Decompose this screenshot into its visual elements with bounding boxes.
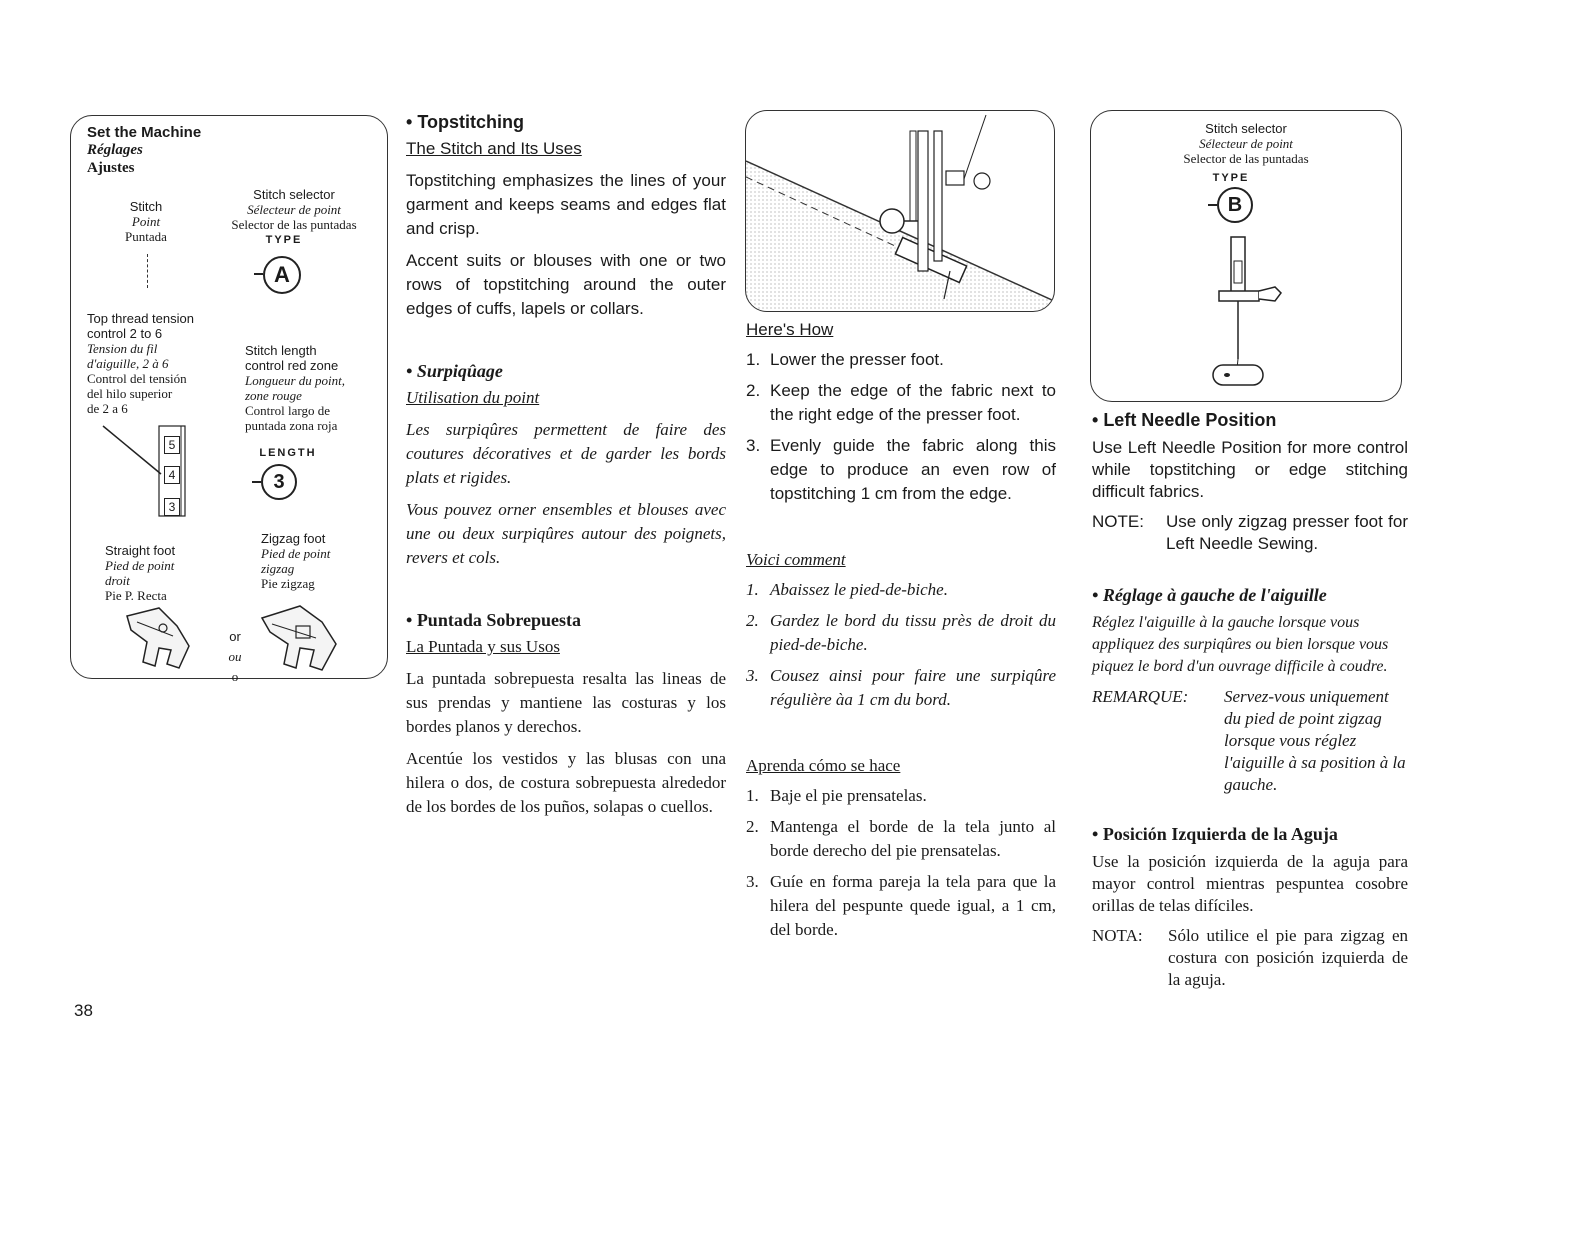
step-text: Baje el pie prensatelas. <box>770 786 927 805</box>
heading-surpiquage: Surpiqûage <box>416 361 503 381</box>
heading-left-needle: Left Needle Position <box>1103 410 1277 430</box>
dial-b-tick <box>1208 204 1217 206</box>
step-text: Cousez ainsi pour faire une surpiqûre régulière àa 1 cm du bord. <box>770 666 1056 709</box>
paragraph-fr-2: Vous pouvez orner ensembles et blouses avec une ou deux surpiqûres autour des poignets, revers et cols. <box>406 500 726 567</box>
stitch-type-dial: A <box>263 256 301 294</box>
bullet: • <box>406 610 417 630</box>
left-needle-text-es: Use la posición izquierda de la aguja para mayor control mientras pespuntea cosobre orillas de telas difíciles. <box>1092 852 1408 915</box>
step-fr-1 <box>746 578 1056 602</box>
selector-b-fr: Sélecteur de point <box>1199 136 1293 151</box>
zigzag-foot-fr-1: Pied de point <box>261 546 331 561</box>
tension-fr-1: Tension du fil <box>87 341 158 356</box>
paragraph-es-2: Acentúe los vestidos y las blusas con una hilera o dos, de costura sobrepuesta alrededor de los bordes de los puños, solapas o cuellos. <box>406 749 726 816</box>
tension-es-2: del hilo superior <box>87 386 173 401</box>
step-text: Keep the edge of the fabric next to the right edge of the presser foot. <box>770 381 1056 424</box>
column-heres-how <box>746 320 1056 949</box>
bullet: • <box>1092 410 1104 430</box>
step-text: Mantenga el borde de la tela junto al borde derecho del pie prensatelas. <box>770 817 1056 860</box>
section-heading-left-needle-es <box>1092 824 1408 845</box>
stitch-selector-es: Selector de las puntadas <box>231 217 357 232</box>
step-es-1 <box>746 784 1056 808</box>
step-fr-3 <box>746 664 1056 712</box>
dial-a-tick <box>254 273 263 275</box>
presser-foot-illustration-box <box>745 110 1055 312</box>
bullet: • <box>406 112 418 132</box>
zigzag-foot-illustration <box>256 604 346 676</box>
or-es: o <box>231 669 239 684</box>
left-needle-text-fr: Réglez l'aiguille à la gauche lorsque vous appliquez des surpiqûres ou bien lorsque vous piquez le bord d'un ouvrage difficile à coudre. <box>1092 614 1389 675</box>
bullet: • <box>1092 824 1103 844</box>
heading-posicion-izquierda: Posición Izquierda de la Aguja <box>1102 824 1338 844</box>
note-text-fr: Servez-vous uniquement du pied de point zigzag lorsque vous réglez l'aiguille à sa position à la gauche. <box>1224 687 1406 794</box>
zigzag-foot-en: Zigzag foot <box>261 531 326 546</box>
presser-foot-illustration <box>746 111 1054 311</box>
paragraph-es-1: La puntada sobrepuesta resalta las lineas de sus prendas y mantiene las costuras y los bordes planos y derechos. <box>406 669 726 736</box>
straight-foot-fr-2: droit <box>105 573 130 588</box>
subheading-stitch-uses: The Stitch and Its Uses <box>406 139 582 158</box>
stitch-type-b-dial: B <box>1217 187 1253 223</box>
step-number: 2. <box>746 381 761 400</box>
step-number: 3. <box>746 436 761 455</box>
stitch-label <box>111 199 181 244</box>
length-fr-2: zone rouge <box>245 388 302 403</box>
step-number: 1. <box>746 580 759 599</box>
tension-en-2: control 2 to 6 <box>87 326 163 341</box>
paragraph-en-1: Topstitching emphasizes the lines of your garment and keeps seams and edges flat and crisp. <box>406 171 726 238</box>
tension-mark-3: 3 <box>164 498 180 516</box>
length-en-2: control red zone <box>245 358 339 373</box>
machine-settings-box <box>70 115 388 684</box>
tension-mark-4: 4 <box>164 466 180 484</box>
or-label <box>223 627 247 687</box>
step-number: 1. <box>746 786 759 805</box>
paragraph-fr-1: Les surpiqûres permettent de faire des coutures décoratives et de garder les bords plats et rigides. <box>406 420 726 487</box>
step-number: 1. <box>746 350 761 369</box>
step-en-2 <box>746 379 1056 427</box>
step-text: Evenly guide the fabric along this edge to produce an even row of topstitching 1 cm from the edge. <box>770 436 1056 503</box>
note-label-fr: REMARQUE: <box>1092 687 1189 706</box>
straight-foot-en: Straight foot <box>105 543 176 558</box>
stitch-selector-fr: Sélecteur de point <box>247 202 341 217</box>
section-heading-en <box>406 112 726 133</box>
steps-en <box>746 348 1056 506</box>
or-en: or <box>229 629 241 644</box>
section-heading-fr <box>406 361 726 382</box>
stitch-label-es: Puntada <box>125 229 167 244</box>
tension-dial-illustration <box>91 416 201 526</box>
bullet: • <box>406 361 417 381</box>
selector-b-label <box>1091 121 1401 166</box>
heading-reglage-gauche: Réglage à gauche de l'aiguille <box>1102 585 1327 605</box>
stitch-selector-b-box <box>1090 110 1402 402</box>
step-en-3 <box>746 434 1056 506</box>
step-number: 3. <box>746 872 759 891</box>
subheading-puntada-usos: La Puntada y sus Usos <box>406 637 560 656</box>
length-label <box>245 343 385 433</box>
straight-foot-fr-1: Pied de point <box>105 558 175 573</box>
note-en <box>1092 511 1408 555</box>
selector-b-es: Selector de las puntadas <box>1183 151 1309 166</box>
subheading-utilisation: Utilisation du point <box>406 388 540 407</box>
page-number: 38 <box>74 1001 93 1020</box>
step-en-1 <box>746 348 1056 372</box>
step-text: Lower the presser foot. <box>770 350 944 369</box>
steps-es <box>746 784 1056 942</box>
tension-label <box>87 311 237 416</box>
heading-aprenda: Aprenda cómo se hace <box>746 756 901 775</box>
settings-title-fr: Réglages <box>87 142 143 158</box>
column-left-needle <box>1092 410 1408 991</box>
stitch-pointer-line <box>147 254 148 288</box>
dial-3-tick <box>252 481 261 483</box>
stitch-selector-label <box>209 187 379 232</box>
stitch-label-fr: Point <box>131 214 161 229</box>
zigzag-foot-fr-2: zigzag <box>261 561 295 576</box>
heading-heres-how: Here's How <box>746 320 834 339</box>
straight-foot-label <box>105 543 225 603</box>
zigzag-foot-label <box>261 531 381 591</box>
length-en-1: Stitch length <box>245 343 317 358</box>
heading-voici-comment: Voici comment <box>746 550 846 569</box>
note-fr <box>1092 686 1408 796</box>
step-text: Gardez le bord du tissu près de droit du pied-de-biche. <box>770 611 1056 654</box>
stitch-label-en: Stitch <box>129 199 163 214</box>
straight-foot-es: Pie P. Recta <box>105 588 167 603</box>
step-es-3 <box>746 870 1056 942</box>
tension-en-1: Top thread tension <box>87 311 194 326</box>
step-number: 3. <box>746 666 759 685</box>
note-label-en: NOTE: <box>1092 512 1144 531</box>
step-number: 2. <box>746 817 759 836</box>
step-text: Abaissez le pied-de-biche. <box>770 580 948 599</box>
tension-mark-5: 5 <box>164 436 180 454</box>
stitch-selector-en: Stitch selector <box>253 187 335 202</box>
left-needle-text-en: Use Left Needle Position for more control while topstitching or edge stitching difficult fabrics. <box>1092 438 1408 501</box>
heading-topstitching: Topstitching <box>417 112 524 132</box>
straight-foot-illustration <box>119 606 199 676</box>
tension-fr-2: d'aiguille, 2 à 6 <box>87 356 169 371</box>
section-heading-left-needle-en <box>1092 410 1408 431</box>
step-es-2 <box>746 815 1056 863</box>
length-fr-1: Longueur du point, <box>245 373 346 388</box>
note-text-es: Sólo utilice el pie para zigzag en costura con posición izquierda de la aguja. <box>1168 926 1408 989</box>
length-tag: LENGTH <box>259 447 317 459</box>
section-heading-es <box>406 610 726 631</box>
note-label-es: NOTA: <box>1092 926 1143 945</box>
stitch-length-dial: 3 <box>261 464 297 500</box>
note-es <box>1092 925 1408 991</box>
paragraph-en-2: Accent suits or blouses with one or two rows of topstitching around the outer edges of cuffs, lapels or collars. <box>406 251 726 318</box>
type-tag: TYPE <box>265 234 303 246</box>
length-es-1: Control largo de <box>245 403 330 418</box>
steps-fr <box>746 578 1056 712</box>
tension-es-3: de 2 a 6 <box>87 401 128 416</box>
settings-title-es: Ajustes <box>87 160 135 176</box>
section-heading-left-needle-fr <box>1092 585 1408 606</box>
or-fr: ou <box>228 649 242 664</box>
settings-title-en: Set the Machine <box>87 124 202 141</box>
zigzag-foot-es: Pie zigzag <box>261 576 315 591</box>
note-text-en: Use only zigzag presser foot for Left Needle Sewing. <box>1166 512 1408 553</box>
bullet: • <box>1092 585 1103 605</box>
left-needle-illustration <box>1201 231 1301 391</box>
selector-b-en: Stitch selector <box>1205 121 1287 136</box>
type-b-tag: TYPE <box>1212 172 1250 184</box>
column-topstitching <box>406 112 726 827</box>
step-text: Guíe en forma pareja la tela para que la hilera del pespunte quede igual, a 1 cm, del borde. <box>770 872 1056 939</box>
step-number: 2. <box>746 611 759 630</box>
step-fr-2 <box>746 609 1056 657</box>
heading-puntada: Puntada Sobrepuesta <box>416 610 582 630</box>
length-es-2: puntada zona roja <box>245 418 338 433</box>
tension-es-1: Control del tensión <box>87 371 187 386</box>
